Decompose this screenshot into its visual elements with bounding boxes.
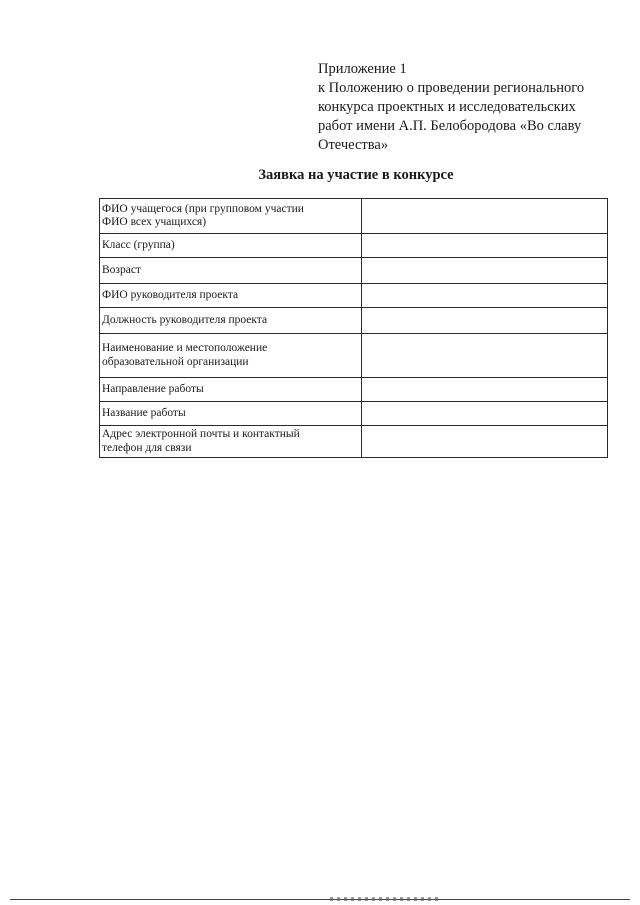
form-title: Заявка на участие в конкурсе: [258, 167, 454, 183]
row-value-cell[interactable]: [361, 258, 607, 284]
row-value-cell[interactable]: [361, 284, 607, 308]
row-label-line: образовательной организации: [102, 355, 249, 368]
table-row-supervisor-position: [100, 308, 608, 334]
table-row-contact: [100, 426, 608, 458]
row-label-line: Должность руководителя проекта: [102, 313, 268, 326]
table-row-work-direction: [100, 378, 608, 402]
table-row-student-name: [100, 199, 608, 234]
row-label: [100, 199, 362, 234]
table-row-work-title: [100, 402, 608, 426]
scan-artifact-dots: [330, 897, 440, 901]
appendix-header: [318, 60, 618, 155]
row-label: [100, 258, 362, 284]
row-value-cell[interactable]: [361, 402, 607, 426]
appendix-reference-line-2: конкурса проектных и исследовательских: [318, 99, 576, 115]
row-label: [100, 426, 362, 458]
row-label-line: Направление работы: [102, 382, 204, 395]
row-label-line: ФИО руководителя проекта: [102, 288, 239, 301]
row-value-cell[interactable]: [361, 426, 607, 458]
row-label-line: Класс (группа): [102, 238, 175, 251]
row-label: [100, 284, 362, 308]
row-value-cell[interactable]: [361, 234, 607, 258]
table-row-class: [100, 234, 608, 258]
row-label-line: ФИО учащегося (при групповом участии: [102, 202, 304, 215]
row-label-line: ФИО всех учащихся): [102, 216, 207, 228]
row-value-cell[interactable]: [361, 308, 607, 334]
scan-bottom-edge-divider: [10, 899, 630, 900]
row-value-cell[interactable]: [361, 199, 607, 234]
row-label-line: Адрес электронной почты и контактный: [102, 428, 300, 440]
application-form-table: [99, 198, 608, 458]
row-value-cell[interactable]: [361, 334, 607, 378]
appendix-number: Приложение 1: [318, 61, 407, 77]
table-row-organization: [100, 334, 608, 378]
appendix-reference-line-4: Отечества»: [318, 137, 389, 153]
row-label: [100, 334, 362, 378]
appendix-reference-line-3: работ имени А.П. Белобородова «Во славу: [318, 118, 582, 134]
row-label: [100, 234, 362, 258]
appendix-reference-line-1: к Положению о проведении регионального: [318, 80, 585, 96]
row-label-line: телефон для связи: [102, 441, 192, 454]
table-row-age: [100, 258, 608, 284]
row-label-line: Название работы: [102, 406, 186, 419]
row-label-line: Наименование и местоположение: [102, 342, 268, 354]
row-value-cell[interactable]: [361, 378, 607, 402]
row-label: [100, 402, 362, 426]
row-label: [100, 308, 362, 334]
row-label-line: Возраст: [102, 263, 141, 276]
row-label: [100, 378, 362, 402]
table-row-supervisor-name: [100, 284, 608, 308]
